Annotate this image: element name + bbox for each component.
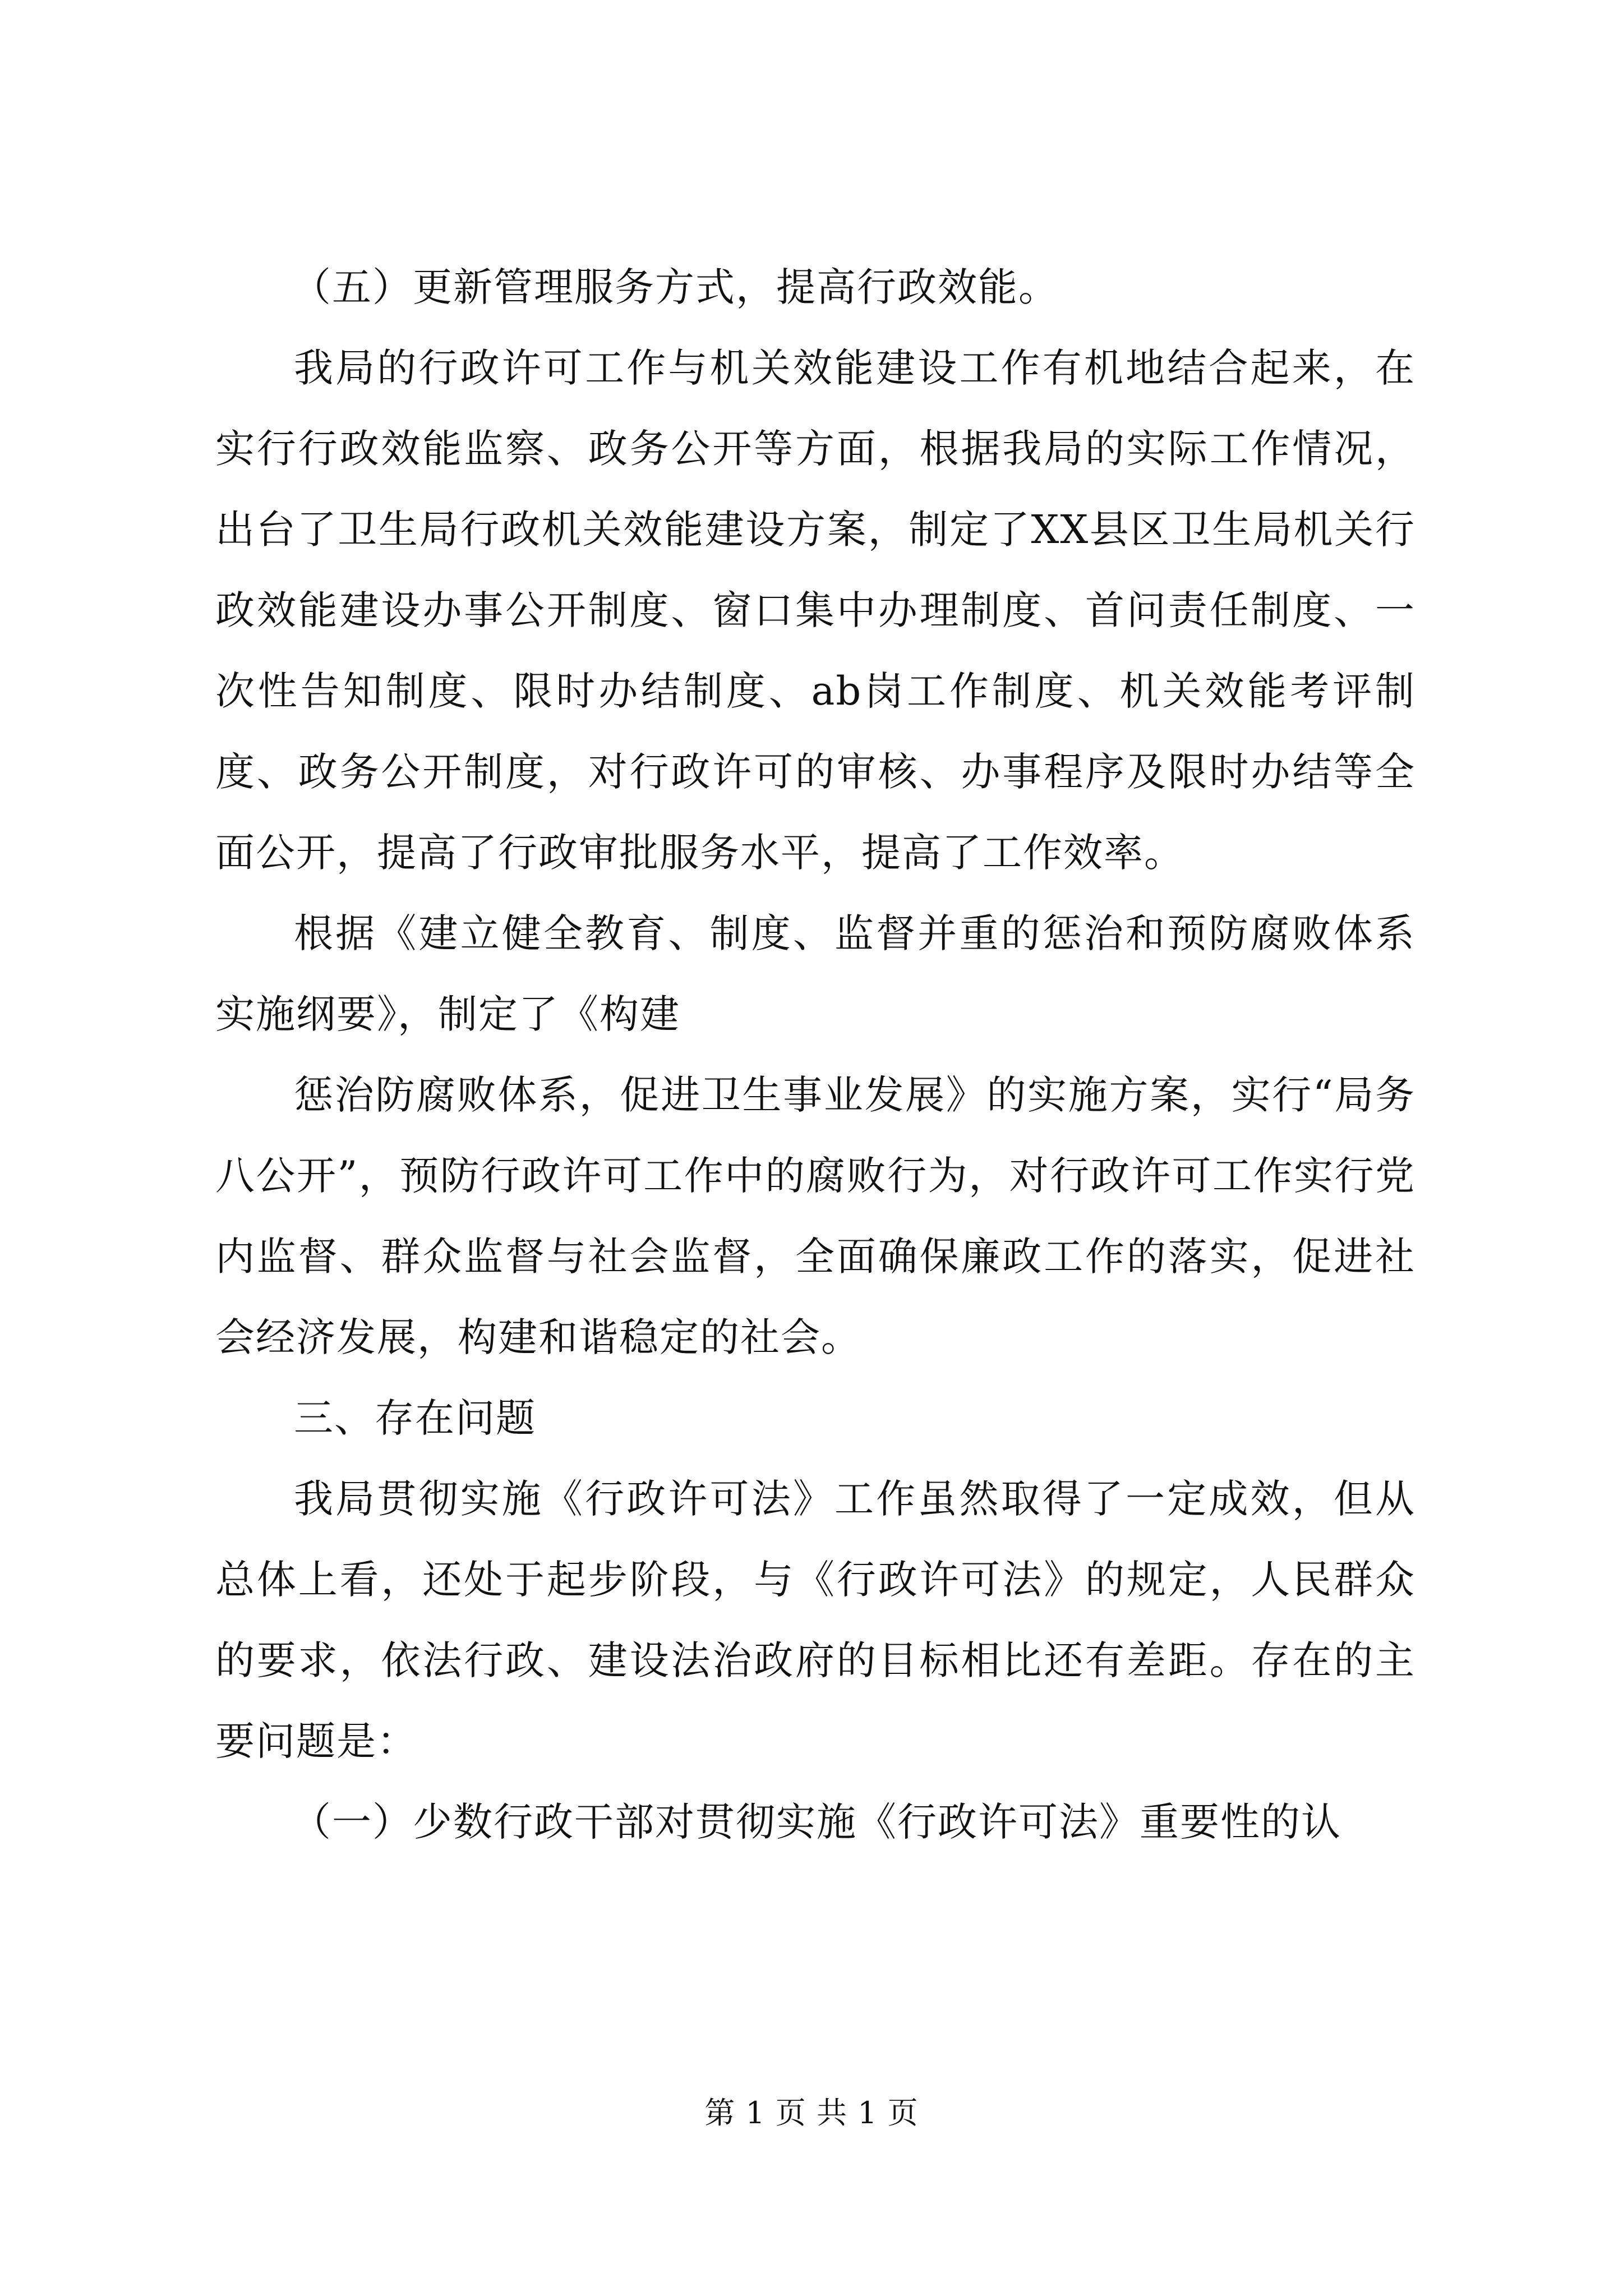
paragraph-problem-one: （一）少数行政干部对贯彻实施《行政许可法》重要性的认 [292,1799,1341,1845]
document-body [215,247,1415,1862]
paragraph-efficiency-measures: 我局的行政许可工作与机关效能建设工作有机地结合起来，在实行行政效能监察、政务公开等方面，根据我局的实际工作情况，出台了卫生局行政机关效能建设方案，制定了XX县区卫生局机关行政效能建设办事公开制度、窗口集中办理制度、首问责任制度、一次性告知制度、限时办结制度、ab岗工作制度、机关效能考评制度、政务公开制度，对行政许可的审核、办事程序及限时办结等全面公开，提高了行政审批服务水平，提高了工作效率。 [215,345,1415,876]
section-heading-problems: 三、存在问题 [294,1395,536,1441]
section-heading-five: （五）更新管理服务方式，提高行政效能。 [292,264,1059,310]
paragraph-anti-corruption-basis: 根据《建立健全教育、制度、监督并重的惩治和预防腐败体系实施纲要》，制定了《构建 [215,910,1415,1037]
paragraph-problems-overview: 我局贯彻实施《行政许可法》工作虽然取得了一定成效，但从总体上看，还处于起步阶段，与《行政许可法》的规定，人民群众的要求，依法行政、建设法治政府的目标相比还有差距。存在的主要问题是： [215,1476,1415,1764]
page-footer: 第 1 页 共 1 页 [704,2095,919,2131]
paragraph-anti-corruption-plan: 惩治防腐败体系，促进卫生事业发展》的实施方案，实行“局务八公开”，预防行政许可工作中的腐败行为，对行政许可工作实行党内监督、群众监督与社会监督，全面确保廉政工作的落实，促进社会经济发展，构建和谐稳定的社会。 [215,1072,1415,1360]
